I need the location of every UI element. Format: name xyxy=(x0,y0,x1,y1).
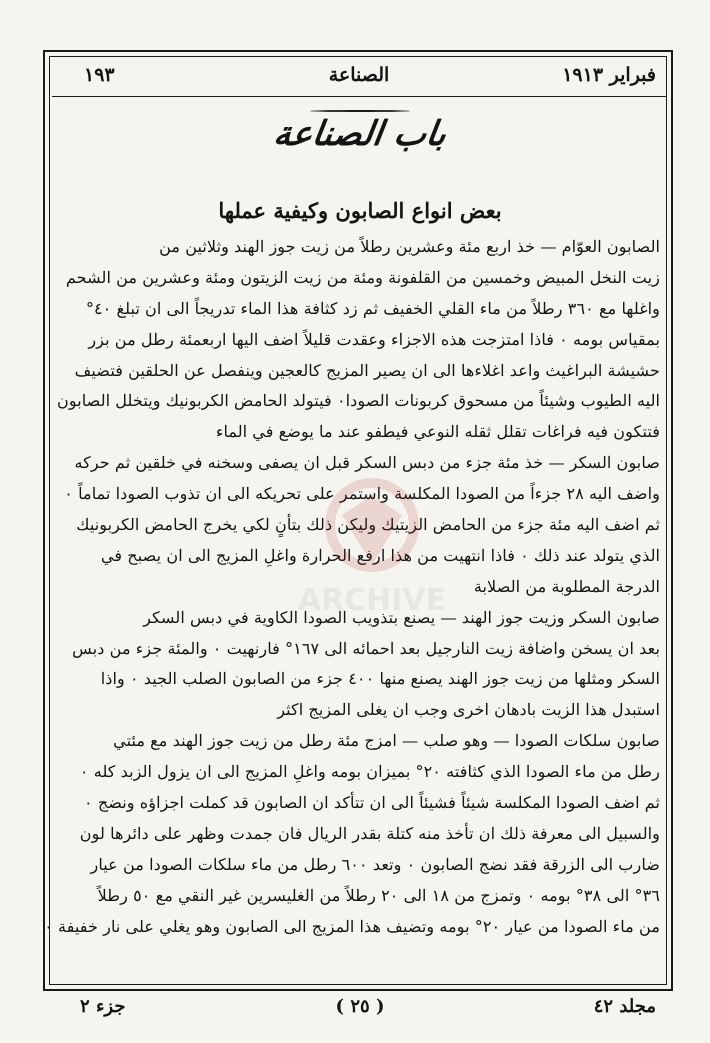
text-line: ثم اضف اليه مئة جزء من الحامض الزيتيك وليكن ذلك بتأنٍ لكي يخرج الحامض الكربونيك xyxy=(76,515,660,535)
text-line: واضف اليه ٢٨ جزءاً من الصودا المكلسة واستمر على تحريكه الى ان تذوب الصودا تماماً ٠ xyxy=(64,484,660,504)
section-masthead xyxy=(250,104,470,168)
masthead-flourish xyxy=(310,110,410,112)
text-line: حشيشة البراغيث واعد اغلاءها الى ان يصير المزيج كالعجين وينفصل عن الحلقين فتضيف xyxy=(74,360,660,380)
running-header xyxy=(58,64,660,92)
text-line: اليه الطيوب وشيئاً من مسحوق كربونات الصودا٠ فيتولد الحامض الكربونيك ويتخلل الصابون xyxy=(56,391,660,411)
header-date: فبراير ١٩١٣ xyxy=(562,64,656,86)
page-footer xyxy=(58,996,662,1026)
text-line: ضارب الى الزرقة فقد نضج الصابون ٠ وتعد ٦٠٠ رطل من ماء سلكات الصودا من عيار xyxy=(90,854,660,874)
text-line: واغلها مع ٣٦٠ رطلاً من ماء القلي الخفيف ثم زد كثافة هذا الماء تدريجاً الى ان تبلغ ٤٠° xyxy=(85,298,660,318)
header-rule xyxy=(52,96,666,97)
text-line: من ماء الصودا من عيار ٢٠° بومه وتضيف هذا المزيج الى الصابون وهو يغلي على نار خفيفة ٠ xyxy=(44,916,660,936)
watermark-text: ARCHIVE xyxy=(297,583,447,618)
text-line: صابون سلكات الصودا — وهو صلب — امزج مئة رطل من زيت جوز الهند مع مئتي xyxy=(113,731,660,751)
text-line: ثم اضف الصودا المكلسة شيئاً فشيئاً الى ان تتأكد ان الصابون قد كملت اجزاؤه ونضج ٠ xyxy=(83,793,660,813)
text-line: زيت النخل المبيض وخمسين من القلفونة ومئة من زيت الزيتون ومئة وعشرين من الشحم xyxy=(65,267,660,287)
header-page-number: ١٩٣ xyxy=(84,64,115,86)
text-line: ٣٦° الى ٣٨° بومه ٠ وتمزج من ١٨ الى ٢٠ رطلاً من الغليسرين غير النقي مع ٥٠ رطلاً xyxy=(97,885,660,905)
text-line: صابون السكر — خذ مئة جزء من دبس السكر قبل ان يصفى وسخنه في خلقين ثم حركه xyxy=(74,453,660,473)
footer-volume: مجلد ٤٢ xyxy=(593,996,656,1017)
text-line: الدرجة المطلوبة من الصلابة xyxy=(473,576,660,596)
text-line: صابون السكر وزيت جوز الهند — يصنع بتذويب الصودا الكاوية في دبس السكر xyxy=(143,607,660,627)
masthead-text: باب الصناعة xyxy=(271,114,449,154)
footer-page: ( ٢٥ ) xyxy=(335,996,385,1017)
header-title: الصناعة xyxy=(328,64,390,86)
text-line: استبدل هذا الزيت بادهان اخرى وجب ان يغلى المزيج اكثر xyxy=(277,700,660,720)
text-line: بمقياس بومه ٠ فاذا امتزجت هذه الاجزاء وعقدت قليلاً اضف اليها اربعمئة رطل من بزر xyxy=(88,329,660,349)
article-title: بعض انواع الصابون وكيفية عملها xyxy=(218,198,502,223)
text-line: بعد ان يسخن واضافة زيت النارجيل بعد احمائه الى ١٦٧° فارنهيت ٠ والمئة جزء من دبس xyxy=(72,638,660,658)
footer-part: جزء ٢ xyxy=(80,996,126,1017)
text-line: السكر ومثلها من زيت جوز الهند يصنع منها ٤٠٠ جزء من الصابون الصلب الجيد ٠ واذا xyxy=(100,669,660,689)
text-line: الذي يتولد عند ذلك ٠ فاذا انتهيت من هذا ارفع الحرارة واغلِ المزيج الى ان يصبح في xyxy=(100,545,660,565)
text-line: رطل من ماء الصودا الذي كثافته ٢٠° بميزان بومه واغلِ المزيج الى ان يزول الزبد كله ٠ xyxy=(79,762,660,782)
text-line: والسبيل الى معرفة ذلك ان تأخذ منه كتلة بقدر الريال فان جمدت وظهر على دائرها لون xyxy=(79,823,660,843)
text-line: الصابون العوّام — خذ اربع مئة وعشرين رطلاً من زيت جوز الهند وثلاثين من xyxy=(159,237,660,256)
article-body xyxy=(44,232,660,942)
text-line: فتتكون فيه فراغات تقلل ثقله النوعي فيطفو عند ما يوضع في الماء xyxy=(215,422,660,442)
